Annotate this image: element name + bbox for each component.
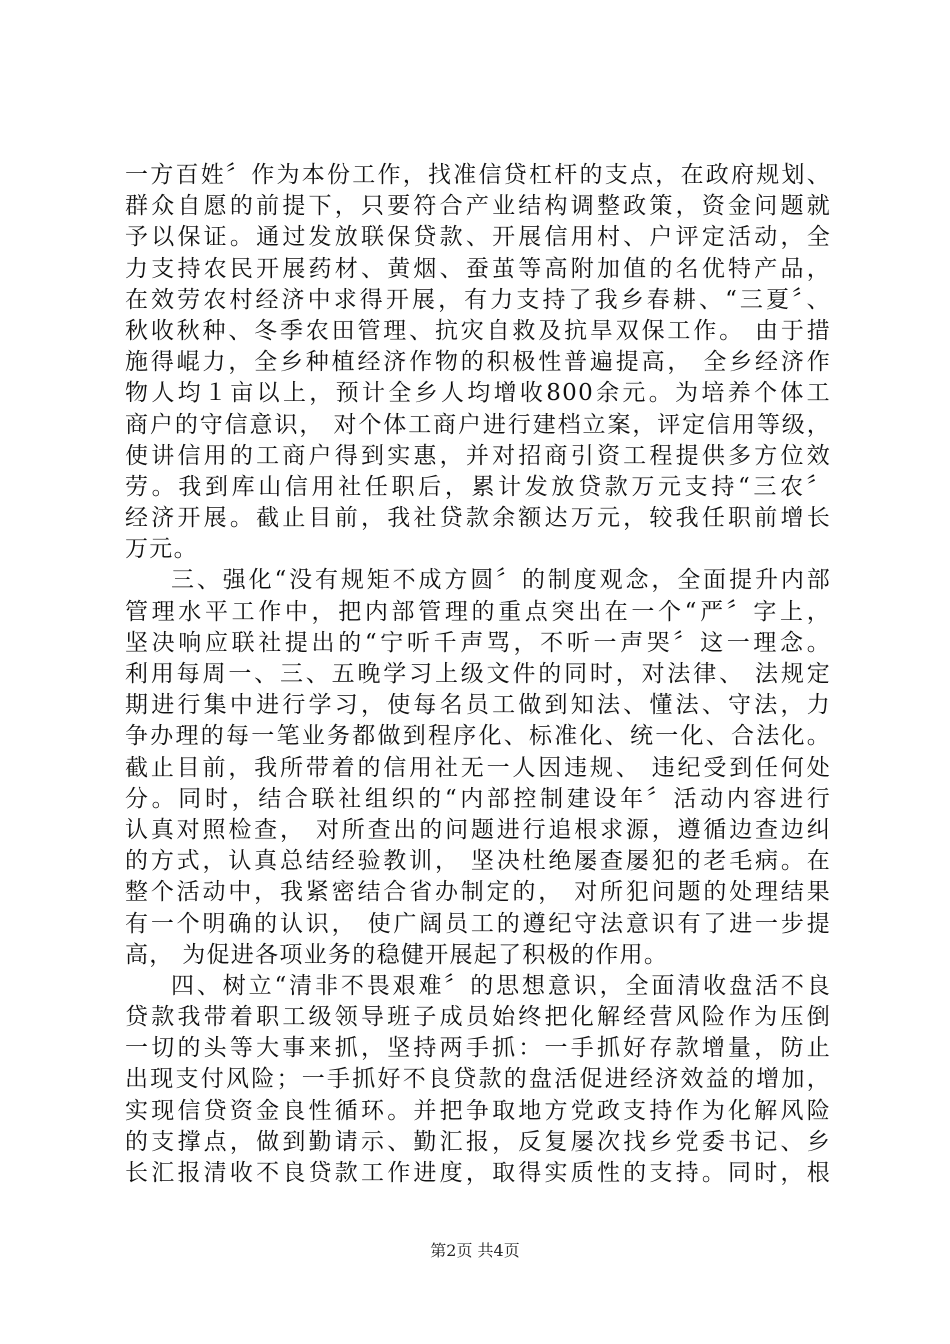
text-line: 施得崐力，全乡种植经济作物的积极性普遍提高， 全乡经济作 bbox=[125, 349, 831, 376]
text-line: 整个活动中，我紧密结合省办制定的， 对所犯问题的处理结果 bbox=[125, 879, 831, 906]
text-line: 争办理的每一笔业务都做到程序化、标准化、统一化、合法化。 bbox=[125, 723, 831, 750]
text-line: 经济开展。截止目前，我社贷款余额达万元，较我任职前增长 bbox=[125, 505, 831, 532]
text-line: 商户的守信意识， 对个体工商户进行建档立案，评定信用等级， bbox=[125, 411, 831, 438]
text-line: 一切的头等大事来抓，坚持两手抓：一手抓好存款增量，防止 bbox=[125, 1035, 831, 1062]
text-line: 予以保证。通过发放联保贷款、开展信用村、户评定活动，全 bbox=[125, 224, 831, 251]
text-line: 的方式，认真总结经验教训， 坚决杜绝屡查屡犯的老毛病。在 bbox=[125, 848, 831, 875]
text-line: 的支撑点，做到勤请示、勤汇报，反复屡次找乡党委书记、乡 bbox=[125, 1128, 831, 1155]
text-line: 在效劳农村经济中求得开展，有力支持了我乡春耕、“三夏〞、 bbox=[125, 286, 831, 313]
text-line: 群众自愿的前提下，只要符合产业结构调整政策，资金问题就 bbox=[125, 193, 831, 220]
text-line: 秋收秋种、冬季农田管理、抗灾自救及抗旱双保工作。 由于措 bbox=[125, 317, 831, 344]
text-line: 截止目前，我所带着的信用社无一人因违规、 违纪受到任何处 bbox=[125, 754, 831, 781]
text-line: 有一个明确的认识， 使广阔员工的遵纪守法意识有了进一步提 bbox=[125, 910, 831, 937]
section-heading-line: 四、树立“清非不畏艰难〞的思想意识，全面清收盘活不良 bbox=[171, 972, 831, 999]
text-line: 贷款我带着职工级领导班子成员始终把化解经营风险作为压倒 bbox=[125, 1004, 831, 1031]
text-line: 劳。我到库山信用社任职后，累计发放贷款万元支持“三农〞 bbox=[125, 473, 831, 500]
text-line: 出现支付风险；一手抓好不良贷款的盘活促进经济效益的增加， bbox=[125, 1066, 831, 1093]
text-line: 高， 为促进各项业务的稳健开展起了积极的作用。 bbox=[125, 941, 669, 968]
text-line: 分。同时，结合联社组织的“内部控制建设年〞活动内容进行 bbox=[125, 785, 831, 812]
paragraph-section-three bbox=[125, 565, 831, 970]
text-line: 使讲信用的工商户得到实惠，并对招商引资工程提供多方位效 bbox=[125, 442, 831, 469]
text-line: 力支持农民开展药材、黄烟、蚕茧等高附加值的名优特产品， bbox=[125, 255, 831, 282]
section-heading-line: 三、强化“没有规矩不成方圆〞的制度观念，全面提升内部 bbox=[171, 567, 831, 594]
text-line: 一方百姓〞作为本份工作，找准信贷杠杆的支点，在政府规划、 bbox=[125, 162, 831, 188]
text-line: 实现信贷资金良性循环。并把争取地方党政支持作为化解风险 bbox=[125, 1097, 831, 1124]
text-line: 万元。 bbox=[125, 536, 198, 563]
text-line: 坚决响应联社提出的“宁听千声骂，不听一声哭〞这一理念。 bbox=[125, 629, 831, 656]
text-line: 管理水平工作中，把内部管理的重点突出在一个“严〞字上， bbox=[125, 598, 831, 625]
body-text bbox=[125, 160, 831, 1189]
text-line: 期进行集中进行学习，使每名员工做到知法、懂法、守法，力 bbox=[125, 692, 831, 719]
text-line: 认真对照检查， 对所查出的问题进行追根求源，遵循边查边纠 bbox=[125, 816, 831, 843]
text-line: 长汇报清收不良贷款工作进度，取得实质性的支持。同时，根 bbox=[125, 1160, 831, 1186]
text-line: 利用每周一、三、五晚学习上级文件的同时，对法律、 法规定 bbox=[125, 661, 831, 687]
paragraph-continued bbox=[125, 160, 831, 565]
text-line: 物人均１亩以上，预计全乡人均增收800余元。为培养个体工 bbox=[125, 380, 831, 407]
page-number-footer: 第2页 共4页 bbox=[430, 1241, 520, 1260]
paragraph-section-four bbox=[125, 971, 831, 1189]
